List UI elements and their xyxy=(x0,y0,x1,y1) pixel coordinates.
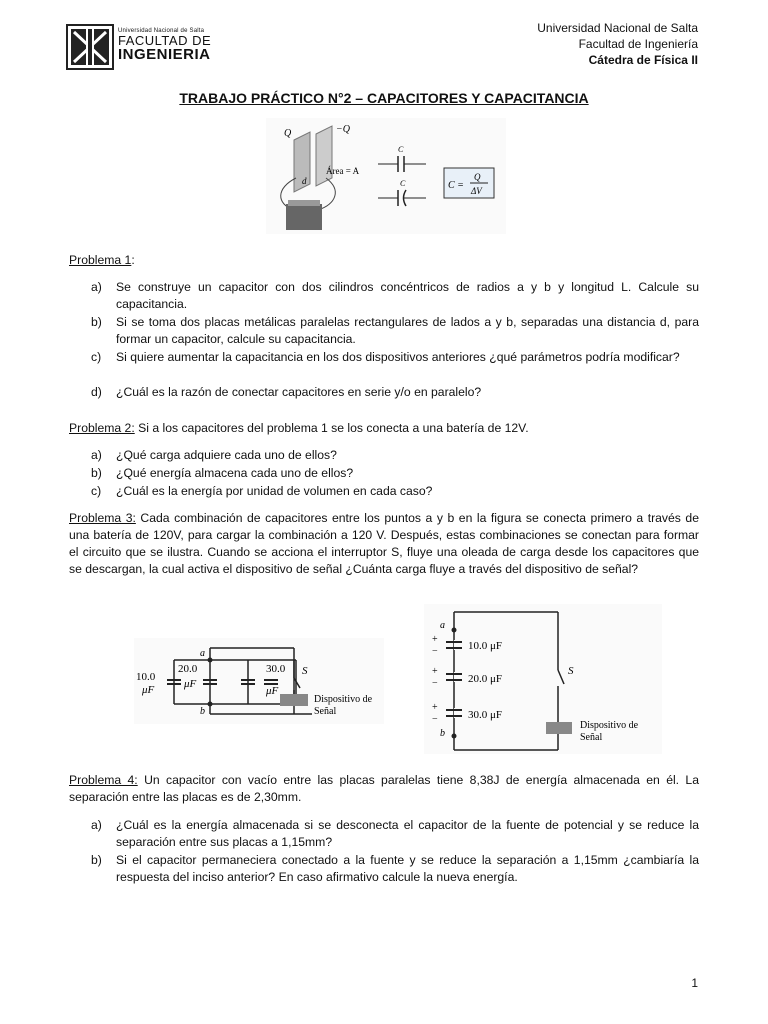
battery-icon xyxy=(286,204,322,230)
problem3-paragraph xyxy=(69,510,699,578)
c1-unit: μF xyxy=(142,684,155,696)
logo-wordmark xyxy=(118,28,211,62)
switch-s-label: S xyxy=(302,665,308,677)
header-affiliation xyxy=(537,20,698,68)
problem2-text: Si a los capacitores del problema 1 se los conecta a una batería de 12V. xyxy=(134,421,529,435)
device-label-2: Señal xyxy=(580,732,603,743)
item-label: b) xyxy=(91,466,102,480)
item-text: ¿Qué energía almacena cada uno de ellos? xyxy=(116,466,354,480)
c2-unit: μF xyxy=(184,678,197,690)
formula-denominator: ΔV xyxy=(471,186,482,196)
problem4-item-a xyxy=(69,817,699,851)
node-a-label: a xyxy=(200,648,205,659)
c2-minus: − xyxy=(432,678,438,689)
node-b-label: b xyxy=(200,706,205,717)
c1-value: 10.0 xyxy=(136,671,156,683)
problem4-item-b xyxy=(69,852,699,886)
item-text: Se construye un capacitor con dos cilindros concéntricos de radios a y b y longitud L. Calcule su capacitancia. xyxy=(116,280,699,311)
c3-unit: μF xyxy=(266,685,279,697)
item-text: Si quiere aumentar la capacitancia en los dos dispositivos anteriores ¿qué parámetros podría modificar? xyxy=(116,350,680,364)
item-label: d) xyxy=(91,385,102,399)
header-line-2: Facultad de Ingeniería xyxy=(578,37,698,51)
c3-value: 30.0 xyxy=(266,663,286,675)
problem1-item-b xyxy=(69,314,699,348)
area-label: Área = A xyxy=(326,166,360,176)
problem3-heading: Problema 3: xyxy=(69,511,136,525)
c1-label: 10.0 μF xyxy=(468,640,503,652)
page-number: 1 xyxy=(691,976,698,990)
item-text: ¿Qué carga adquiere cada uno de ellos? xyxy=(116,448,337,462)
signal-device-icon xyxy=(546,722,572,734)
c3-label: 30.0 μF xyxy=(468,709,503,721)
c3-minus: − xyxy=(432,714,438,725)
problem2-item-c xyxy=(69,483,699,500)
item-label: a) xyxy=(91,280,102,294)
logo-university: Universidad Nacional de Salta xyxy=(118,28,205,34)
c1-plus: + xyxy=(432,634,438,645)
header-line-3: Cátedra de Física II xyxy=(588,53,698,67)
logo-faculty: FACULTAD DE xyxy=(118,33,212,48)
capacitor-figure xyxy=(266,118,506,234)
capacitor-plate-negative xyxy=(316,126,332,186)
signal-device-icon xyxy=(280,694,308,706)
item-label: c) xyxy=(91,484,102,498)
item-label: b) xyxy=(91,853,102,867)
problem1-item-a xyxy=(69,279,699,313)
problem4-text: Un capacitor con vacío entre las placas paralelas tiene 8,38J de energía almacenada en él. La separación entre las placas es de 2,30mm. xyxy=(69,773,699,804)
series-circuit-figure xyxy=(424,604,662,754)
formula-numerator: Q xyxy=(474,172,481,182)
formula-c: C = xyxy=(448,180,464,191)
device-label-1: Dispositivo de xyxy=(314,694,373,705)
item-text: ¿Cuál es la razón de conectar capacitores en serie y/o en paralelo? xyxy=(116,385,482,399)
problem1-heading xyxy=(69,252,135,269)
c1-minus: − xyxy=(432,646,438,657)
device-label-2: Señal xyxy=(314,706,337,717)
minus-q-label: −Q xyxy=(336,124,350,135)
node-a-label: a xyxy=(440,620,445,631)
c3-plus: + xyxy=(432,702,438,713)
header-line-1: Universidad Nacional de Salta xyxy=(537,21,698,35)
item-text: Si el capacitor permaneciera conectado a la fuente y se reduce la separación a 1,15mm ¿cambiaría la respuesta del inciso anterior? En caso afirmativo calcule la nueva energía. xyxy=(116,853,699,884)
device-label-1: Dispositivo de xyxy=(580,720,639,731)
item-text: ¿Cuál es la energía por unidad de volumen en cada caso? xyxy=(116,484,433,498)
switch-s-label: S xyxy=(568,665,574,677)
problem4-paragraph xyxy=(69,772,699,806)
item-label: a) xyxy=(91,448,102,462)
problem2-heading: Problema 2: xyxy=(69,421,135,435)
problem1-heading-text: Problema 1 xyxy=(69,253,132,267)
c-symbol-label-1: C xyxy=(398,145,404,154)
parallel-circuit-figure xyxy=(134,638,384,724)
node-b-label: b xyxy=(440,728,445,739)
problem1-colon: : xyxy=(131,253,135,267)
d-label: d xyxy=(302,176,307,186)
item-label: b) xyxy=(91,315,102,329)
c2-plus: + xyxy=(432,666,438,677)
plus-q-label: Q xyxy=(284,128,292,139)
faculty-emblem-icon xyxy=(66,24,114,70)
problem3-text: Cada combinación de capacitores entre los puntos a y b en la figura se conecta primero a través de una batería de 120V, para cargar la combinación a 120 V. Después, estas combinaciones se conectan para formar el circuito que se ilustra. Cuando se acciona el interruptor S, fluye una oleada de carga desde los capacitores que se descargan, la cual activa el dispositivo de señal ¿Cuánta carga fluye a través del dispositivo de señal? xyxy=(69,511,699,576)
item-text: Si se toma dos placas metálicas paralelas rectangulares de lados a y b, separadas una distancia d, para formar un capacitor, calcule su capacitancia. xyxy=(116,315,699,346)
logo-school: INGENIERIA xyxy=(118,46,211,63)
problem1-item-d xyxy=(69,384,699,401)
c2-label: 20.0 μF xyxy=(468,673,503,685)
c-symbol-label-2: C xyxy=(400,179,406,188)
page-title: TRABAJO PRÁCTICO N°2 – CAPACITORES Y CAPACITANCIA xyxy=(179,90,589,106)
problem2-item-a xyxy=(69,447,699,464)
c2-value: 20.0 xyxy=(178,663,198,675)
item-text: ¿Cuál es la energía almacenada si se desconecta el capacitor de la fuente de potencial y se reduce la separación entre sus placas a 1,15mm? xyxy=(116,818,699,849)
problem1-item-c xyxy=(69,349,699,366)
problem2-item-b xyxy=(69,465,699,482)
problem2-intro xyxy=(69,420,699,437)
item-label: c) xyxy=(91,350,102,364)
problem4-heading: Problema 4: xyxy=(69,773,138,787)
item-label: a) xyxy=(91,818,102,832)
